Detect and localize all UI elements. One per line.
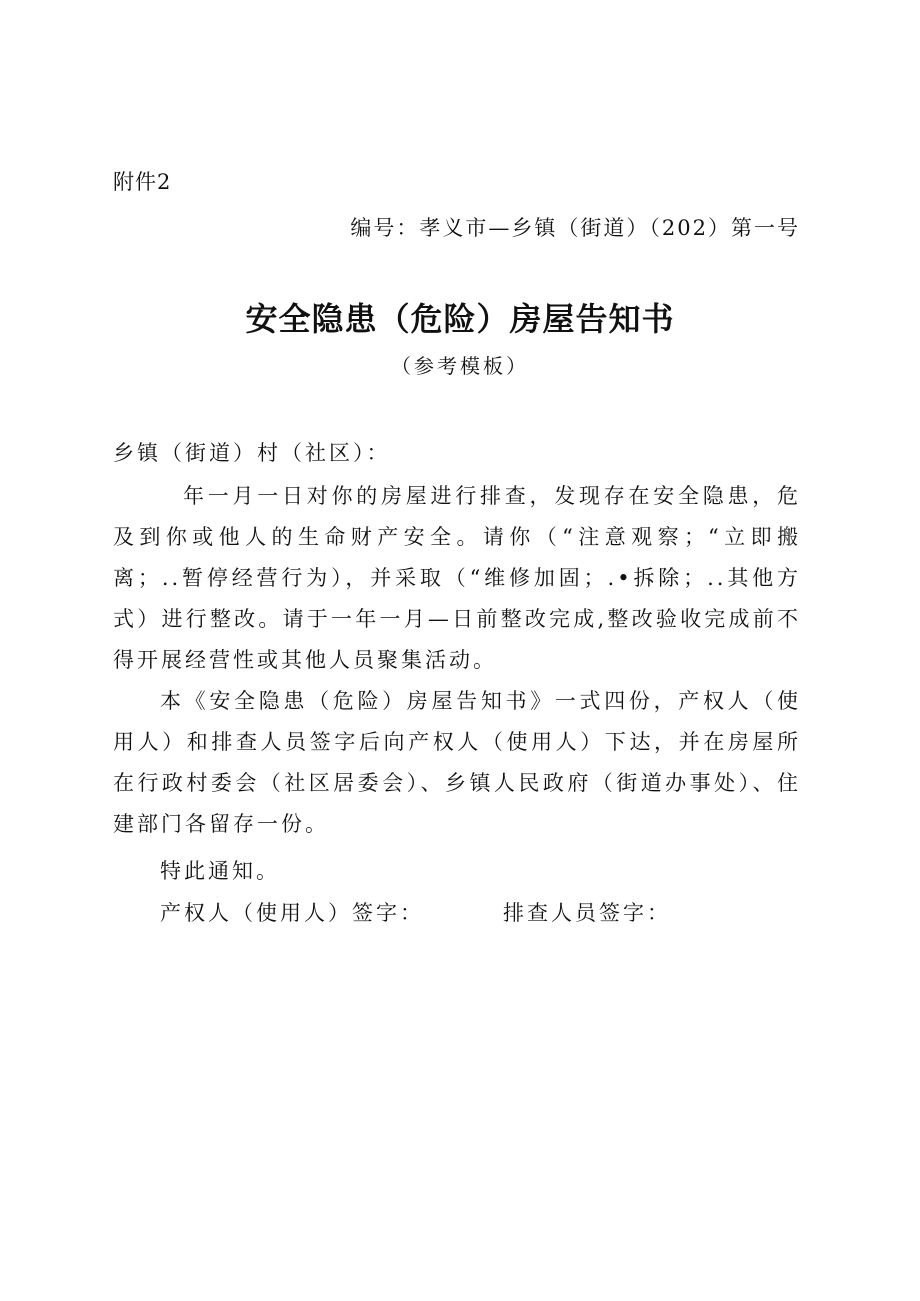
owner-signature-label: 产权人（使用人）签字： xyxy=(160,901,424,925)
addressee: 乡镇（街道）村（社区）： xyxy=(113,441,391,465)
document-subtitle: （参考模板） xyxy=(391,354,529,378)
closing-notice: 特此通知。 xyxy=(160,859,280,883)
inspector-signature-label: 排查人员签字： xyxy=(503,901,671,925)
body-paragraph-1: 年一月一日对你的房屋进行排查，发现存在安全隐患，危及到你或他人的生命财产安全。请你（“注意观察；“立即搬离；..暂停经营行为），并采取（“维修加固；.•拆除；..其他方式）进行整改。请于一年一月—日前整改完成,整改验收完成前不得开展经营性或其他人员聚集活动。 xyxy=(113,484,801,672)
attachment-label: 附件2 xyxy=(113,170,172,194)
document-title: 安全隐患（危险）房屋告知书 xyxy=(245,300,675,338)
body-paragraph-2: 本《安全隐患（危险）房屋告知书》一式四份，产权人（使用人）和排查人员签字后向产权人（使用人）下达，并在房屋所在行政村委会（社区居委会）、乡镇人民政府（街道办事处）、住建部门各留存一份。 xyxy=(113,689,801,836)
document-number: 编号：孝义市—乡镇（街道）（202）第一号 xyxy=(350,216,800,240)
